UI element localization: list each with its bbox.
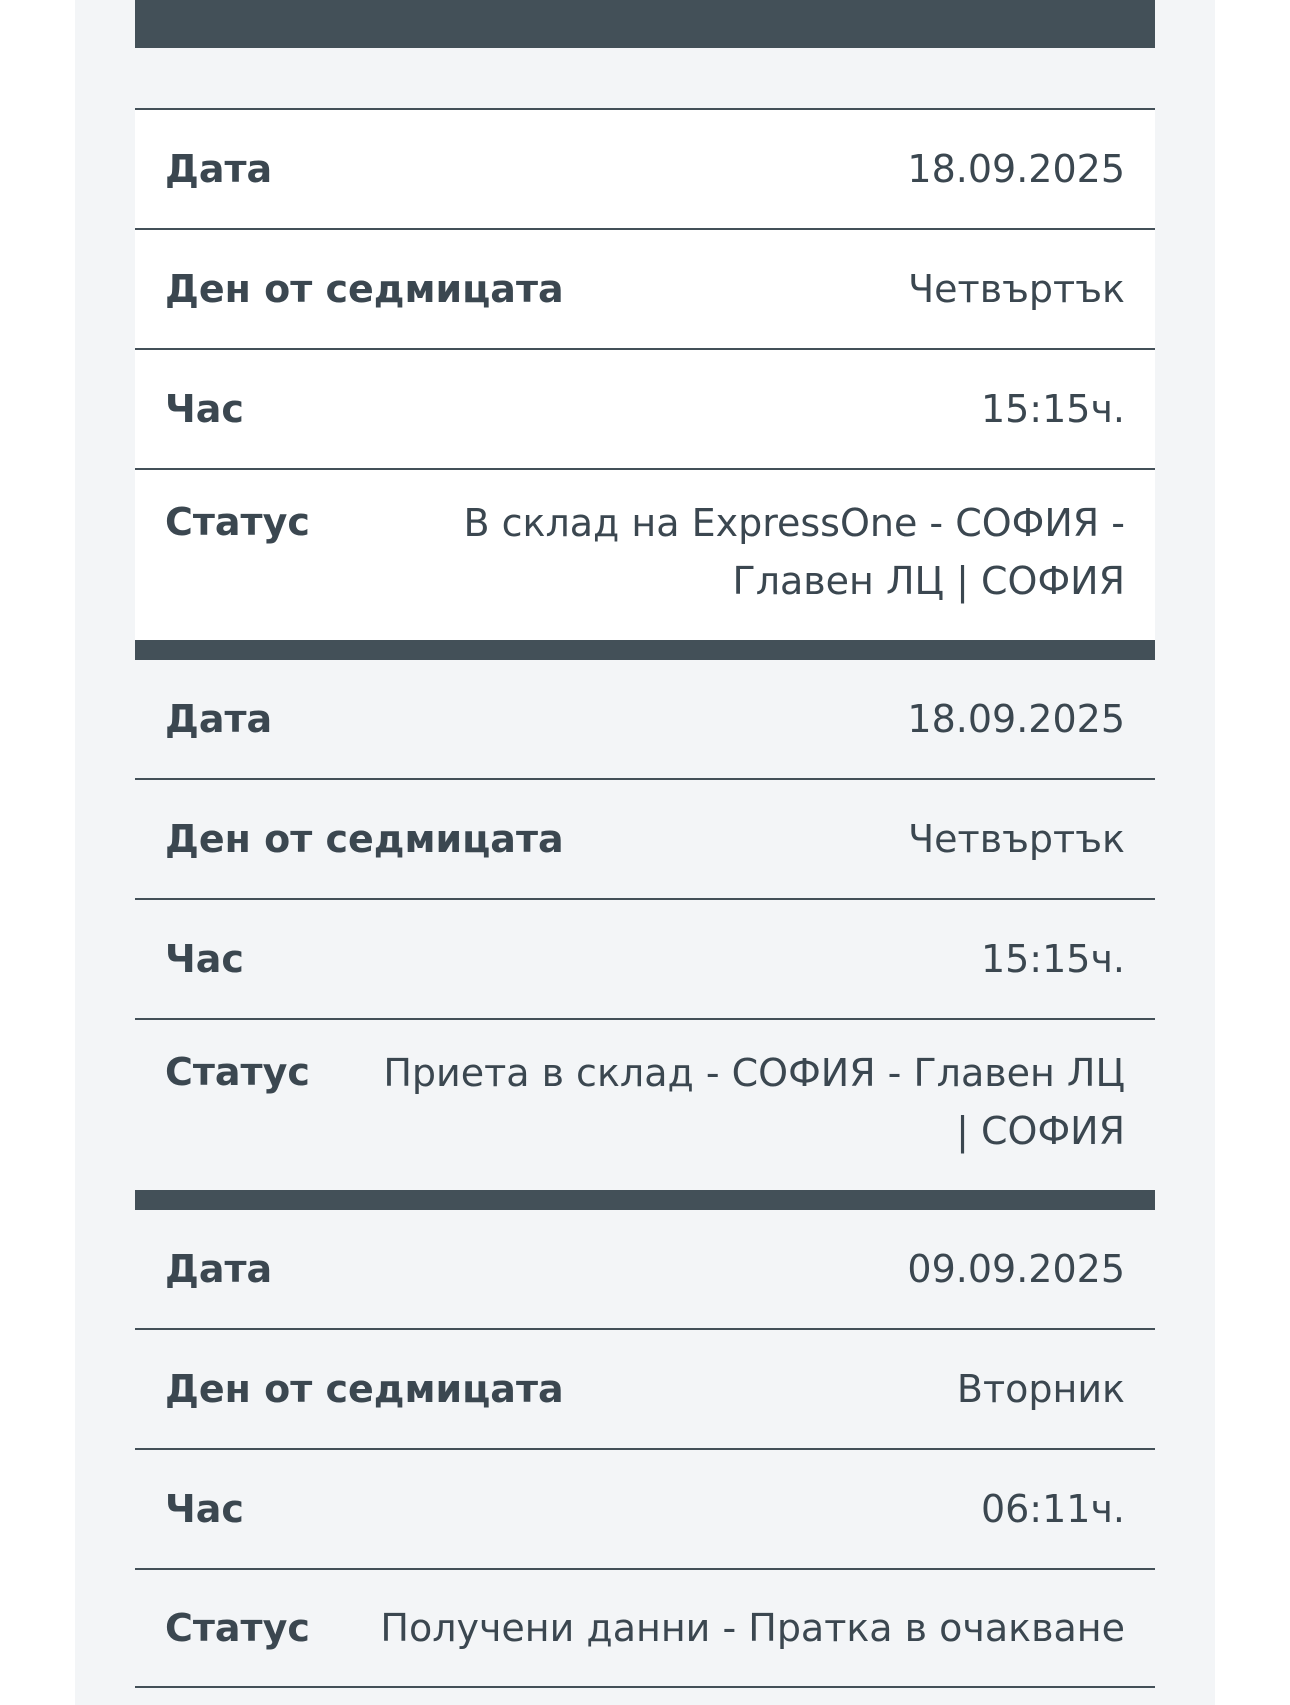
time-row: [135, 900, 1155, 1020]
status-row: [135, 470, 1155, 640]
time-value: 15:15ч.: [980, 387, 1125, 431]
status-label: Статус: [165, 500, 310, 544]
status-value: В склад на ExpressOne - СОФИЯ - Главен ЛЦ | СОФИЯ: [463, 501, 1125, 603]
time-value: 06:11ч.: [980, 1487, 1125, 1531]
time-value: 15:15ч.: [980, 937, 1125, 981]
weekday-value: Четвъртък: [908, 267, 1125, 311]
weekday-row: [135, 230, 1155, 350]
tracking-event-2: [135, 660, 1155, 1190]
date-row: [135, 110, 1155, 230]
time-label: Час: [165, 937, 244, 981]
weekday-value: Четвъртък: [908, 817, 1125, 861]
weekday-label: Ден от седмицата: [165, 267, 564, 311]
status-label: Статус: [165, 1050, 310, 1094]
date-value: 18.09.2025: [907, 147, 1125, 191]
tracking-history: [135, 0, 1155, 1688]
weekday-label: Ден от седмицата: [165, 1367, 564, 1411]
date-value: 18.09.2025: [907, 697, 1125, 741]
status-row: [135, 1570, 1155, 1688]
status-label: Статус: [165, 1606, 310, 1650]
event-divider: [135, 1190, 1155, 1210]
time-row: [135, 350, 1155, 470]
weekday-row: [135, 780, 1155, 900]
time-label: Час: [165, 387, 244, 431]
date-row: [135, 660, 1155, 780]
time-label: Час: [165, 1487, 244, 1531]
date-label: Дата: [165, 1247, 273, 1291]
weekday-row: [135, 1330, 1155, 1450]
tracking-event-3: [135, 1210, 1155, 1688]
event-divider: [135, 640, 1155, 660]
weekday-value: Вторник: [956, 1367, 1125, 1411]
date-label: Дата: [165, 147, 273, 191]
date-value: 09.09.2025: [907, 1247, 1125, 1291]
header-bar: [135, 0, 1155, 48]
time-row: [135, 1450, 1155, 1570]
status-value: Получени данни - Пратка в очакване: [380, 1606, 1125, 1650]
weekday-label: Ден от седмицата: [165, 817, 564, 861]
status-row: [135, 1020, 1155, 1190]
tracking-event-1: [135, 108, 1155, 640]
status-value: Приета в склад - СОФИЯ - Главен ЛЦ | СОФИЯ: [383, 1051, 1125, 1153]
date-label: Дата: [165, 697, 273, 741]
date-row: [135, 1210, 1155, 1330]
